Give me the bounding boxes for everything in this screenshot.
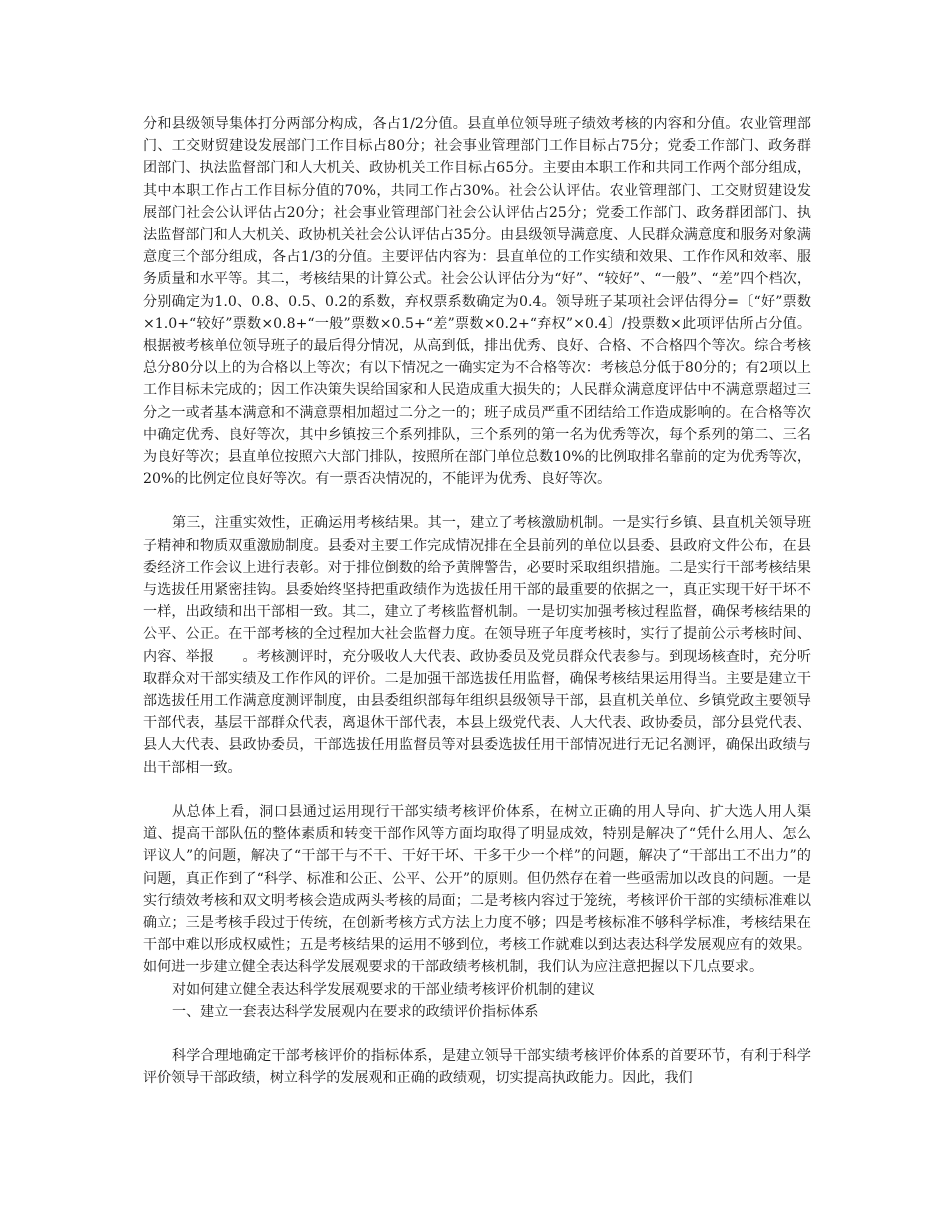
paragraph-overall-summary: 从总体上看，洞口县通过运用现行干部实绩考核评价体系，在树立正确的用人导向、扩大选人用人渠道、提高干部队伍的整体素质和转变干部作风等方面均取得了明显成效，特别是解决了“凭什么用人、怎么评议人”的问题，解决了“干部干与不干、干好干坏、干多干少一个样”的问题，解决了“干部出工不出力”的问题，真正作到了“科学、标准和公正、公平、公开”的原则。但仍然存在着一些亟需加以改良的问题。一是实行绩效考核和双文明考核会造成两头考核的局面；二是考核内容过于笼统，考核评价干部的实绩标准难以确立；三是考核手段过于传统，在创新考核方式方法上力度不够；四是考核标准不够科学标准，考核结果在干部中难以形成权威性；五是考核结果的运用不够到位，考核工作就难以到达表达科学发展观应有的效果。如何进一步建立健全表达科学发展观要求的干部政绩考核机制，我们认为应注意把握以下几点要求。 — [143, 803, 811, 976]
paragraph-assessment-scoring: 分和县级领导集体打分两部分构成，各占1/2分值。县直单位领导班子绩效考核的内容和分值。农业管理部门、工交财贸建设发展部门工作目标占80分；社会事业管理部门工作目标占75分；党委工作部门、政务群团部门、执法监督部门和人大机关、政协机关工作目标占65分。主要由本职工作和共同工作两个部分组成，其中本职工作占工作目标分值的70%，共同工作占30%。社会公认评估。农业管理部门、工交财贸建设发展部门社会公认评估占20分；社会事业管理部门社会公认评估占25分；党委工作部门、政务群团部门、执法监督部门和人大机关、政协机关社会公认评估占35分。由县级领导满意度、人民群众满意度和服务对象满意度三个部分组成，各占1/3的分值。主要评估内容为：县直单位的工作实绩和效果、工作作风和效率、服务质量和水平等。其二，考核结果的计算公式。社会公认评估分为“好”、“较好”、“一般”、“差”四个档次，分别确定为1.0、0.8、0.5、0.2的系数，弃权票系数确定为0.4。领导班子某项社会评估得分=〔“好”票数×1.0+“较好”票数×0.8+“一般”票数×0.5+“差”票数×0.2+“弃权”×0.4〕/投票数×此项评估所占分值。根据被考核单位领导班子的最后得分情况，从高到低，排出优秀、良好、合格、不合格四个等次。综合考核总分80分以上的为合格以上等次；有以下情况之一确实定为不合格等次：考核总分低于80分的；有2项以上工作目标未完成的；因工作决策失误给国家和人民造成重大损失的；人民群众满意度评估中不满意票超过三分之一或者基本满意和不满意票相加超过二分之一的；班子成员严重不团结给工作造成影响的。在合格等次中确定优秀、良好等次，其中乡镇按三个系列排队，三个系列的第一名为优秀等次，每个系列的第二、三名为良好等次；县直单位按照六大部门排队，按照所在部门单位总数10%的比例取排名靠前的定为优秀等次，20%的比例定位良好等次。有一票否决情况的，不能评为优秀、良好等次。 — [143, 116, 811, 488]
section-heading-suggestions: 对如何建立健全表达科学发展观要求的干部业绩考核评价机制的建议 — [172, 981, 595, 998]
subsection-heading-one: 一、建立一套表达科学发展观内在要求的政绩评价指标体系 — [172, 1003, 539, 1020]
paragraph-third-point: 第三，注重实效性，正确运用考核结果。其一，建立了考核激励机制。一是实行乡镇、县直机关领导班子精神和物质双重激励制度。县委对主要工作完成情况排在全县前列的单位以县委、县政府文件公布，在县委经济工作会议上进行表彰。对于排位倒数的给予黄牌警告，必要时采取组织措施。二是实行干部考核结果与选拔任用紧密挂钩。县委始终坚持把重政绩作为选拔任用干部的最重要的依据之一，真正实现干好干坏不一样，出政绩和出干部相一致。其二，建立了考核监督机制。一是切实加强考核过程监督，确保考核结果的公平、公正。在干部考核的全过程加大社会监督力度。在领导班子年度考核时，实行了提前公示考核时间、内容、举报 。考核测评时，充分吸收人大代表、政协委员及党员群众代表参与。到现场核查时，充分听取群众对干部实绩及工作作风的评价。二是加强干部选拔任用监督，确保考核结果运用得当。主要是建立干部选拔任用工作满意度测评制度，由县委组织部每年组织县级领导干部，县直机关单位、乡镇党政主要领导干部代表，基层干部群众代表，离退休干部代表，本县上级党代表、人大代表、政协委员，部分县党代表、县人大代表、县政协委员，干部选拔任用监督员等对县委选拔任用干部情况进行无记名测评，确保出政绩与出干部相一致。 — [143, 515, 811, 776]
paragraph-indicator-system: 科学合理地确定干部考核评价的指标体系，是建立领导干部实绩考核评价体系的首要环节，有利于科学评价领导干部政绩，树立科学的发展观和正确的政绩观，切实提高执政能力。因此，我们 — [143, 1047, 811, 1087]
document-page — [143, 113, 811, 1089]
